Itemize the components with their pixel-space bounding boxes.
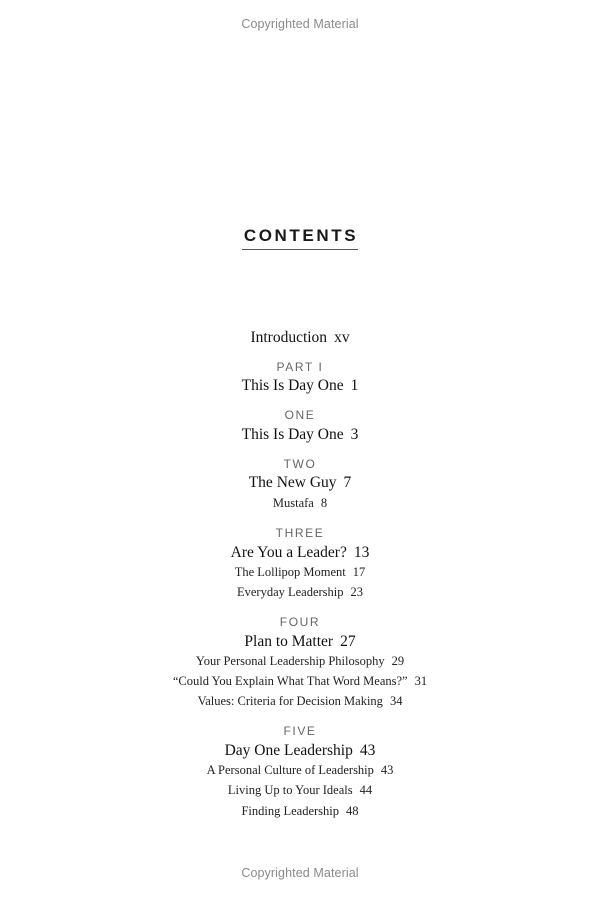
page-number: 44 (359, 783, 373, 797)
section-title: Values: Criteria for Decision Making (197, 694, 383, 708)
chapter-title: Are You a Leader? (230, 544, 347, 561)
page-number: 1 (350, 377, 359, 394)
chapter-entry (0, 475, 600, 491)
chapter-entry (0, 743, 600, 759)
contents-heading-text: CONTENTS (242, 226, 358, 250)
chapter-entry (0, 545, 600, 561)
page-number: 3 (350, 426, 359, 443)
page-number: 13 (353, 544, 370, 561)
section-title: Everyday Leadership (236, 585, 344, 599)
section-entry (0, 784, 600, 797)
section-title: A Personal Culture of Leadership (206, 763, 374, 777)
section-title: Mustafa (272, 496, 314, 510)
section-title: Living Up to Your Ideals (227, 783, 353, 797)
copyright-watermark-bottom: Copyrighted Material (241, 866, 359, 880)
chapter-title: Plan to Matter (244, 633, 334, 650)
chapter-title: Introduction (250, 329, 328, 346)
section-entry (0, 675, 600, 688)
part-label: ONE (284, 408, 316, 422)
chapter-title: Day One Leadership (224, 742, 353, 759)
page-number: 17 (352, 565, 366, 579)
page-number: 27 (340, 633, 356, 650)
section-entry (0, 566, 600, 579)
page-number: 31 (414, 674, 428, 688)
chapter-entry (0, 427, 600, 443)
part-label: FIVE (283, 724, 317, 738)
section-title: “Could You Explain What That Word Means?” (172, 674, 408, 688)
section-entry (0, 805, 600, 818)
page-number: 7 (343, 474, 352, 491)
section-title: Your Personal Leadership Philosophy (195, 654, 385, 668)
chapter-title: This Is Day One (241, 377, 344, 394)
chapter-entry (0, 330, 600, 346)
part-label: FOUR (279, 615, 321, 629)
section-title: The Lollipop Moment (234, 565, 346, 579)
page-number: 8 (320, 496, 328, 510)
chapter-title: The New Guy (248, 474, 337, 491)
chapter-entry (0, 634, 600, 650)
section-entry (0, 586, 600, 599)
chapter-title: This Is Day One (241, 426, 344, 443)
page-number: 29 (391, 654, 405, 668)
page-number: 43 (380, 763, 394, 777)
section-entry (0, 695, 600, 708)
section-entry (0, 655, 600, 668)
part-label: TWO (283, 457, 317, 471)
page-number: 43 (359, 742, 376, 759)
copyright-watermark-top: Copyrighted Material (241, 17, 359, 31)
section-entry (0, 497, 600, 510)
page-number: xv (334, 329, 350, 346)
section-entry (0, 764, 600, 777)
part-label: PART I (276, 360, 324, 374)
part-label: THREE (275, 526, 325, 540)
page-number: 34 (389, 694, 403, 708)
page-number: 23 (350, 585, 364, 599)
section-title: Finding Leadership (241, 804, 340, 818)
chapter-entry (0, 378, 600, 394)
page-number: 48 (346, 804, 359, 818)
